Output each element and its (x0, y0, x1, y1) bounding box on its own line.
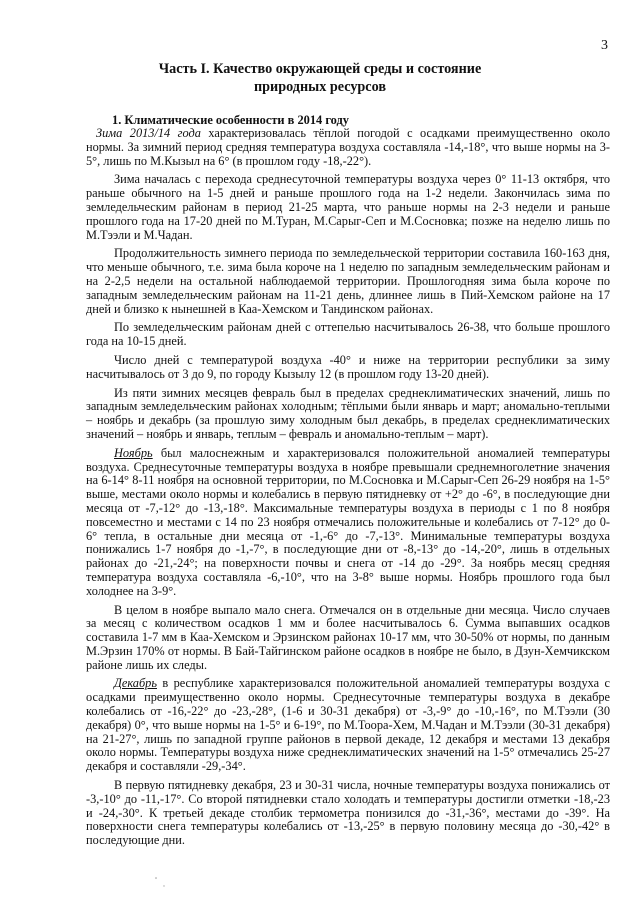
paragraph-winter-months: Из пяти зимних месяцев февраль был в пределах среднеклиматических значений, лишь по западным земледельческим районах холодным; тёплыми были январь и март; аномально-теплыми – ноябрь и декабрь (за прошлую зиму холодным был декабрь, в пределах среднеклиматических значений – ноябрь и январь, теплым – февраль и аномально-теплым – март). (86, 385, 610, 441)
paragraph-text: в республике характеризовался положительной аномалией температуры воздуха с осадками преимущественно около нормы. Среднесуточные температуры воздуха в декабре колебались от -16,-22° до -23,-28°, (1-6 и 30-31 декабря) от -3,-9° до -10,-16°, по М.Тээли (30 декабря) 0°, что выше нормы на 1-5° и 6-19°, по М.Тоора-Хем, М.Чадан и М.Тээли (30-31 декабря) на 21-27°, лишь по западной группе районов в первой декаде, 12 декабря и местами 13 декабря около нормы. Температуры воздуха ниже среднеклиматических значений на 1-5° отмечались 25-27 декабря и составляли -29,-34°. (86, 676, 610, 774)
page-title-line-2: природных ресурсов (253, 79, 387, 95)
paragraph-november-snow: В целом в ноябре выпало мало снега. Отмечался он в отдельные дни месяца. Число случаев за месяц с количеством осадков 1 мм и более насчитывалось 6. Сумма выпавших осадков составила 1-7 мм в Каа-Хемском и Эрзинском районах 10-17 мм, что 30-50% от нормы, по данным М.Эрзин 170% от нормы. В Бай-Тайгинском районе осадков в ноябре не было, в Дзун-Хемчикском районе лишь их следы. (86, 602, 610, 672)
paragraph-winter-duration: Продолжительность зимнего периода по земледельческой территории составила 160-163 дня, что меньше обычного, т.е. зима была короче на 1 неделю по западным земледельческим районам и на 2-2,5 недели на остальной наблюдаемой территории. Прошлогодняя зима была короче по западным земледельческим районам на 11-21 день, длиннее лишь в Пий-Хемском районе на 17 дней и близко к нынешней в Каа-Хемском и Тандинском районах. (86, 246, 610, 316)
body-text (86, 127, 610, 853)
paragraph-december-nights: В первую пятидневку декабря, 23 и 30-31 числа, ночные температуры воздуха понижались от -3,-10° до -11,-17°. Со второй пятидневки стало холодать и температуры достигли отметки -18,-23 и -24,-30°. К третьей декаде столбик термометра понизился до -31,-36°, местами до -39°. На поверхности снега температуры колебались от -13,-25° в первую половину месяца до -30,-42° в последующие дни. (86, 778, 610, 848)
paragraph-lead-november: Ноябрь (114, 445, 153, 460)
paragraph-november (86, 447, 610, 599)
paragraph-december (86, 677, 610, 774)
page-title-line-1: Часть I. Качество окружающей среды и состояние (158, 61, 482, 77)
paragraph-lead-december: Декабрь (114, 676, 157, 691)
paragraph-text: характеризовалась тёплой погодой с осадками преимущественно около нормы. За зимний период средняя температура воздуха составляла -14,-18°, что выше нормы на 3-5°, лишь по М.Кызыл на 6° (в прошлом году -18,-22°). (86, 126, 610, 168)
page-title (0, 60, 640, 96)
paragraph-frost-days: Число дней с температурой воздуха -40° и ниже на территории республики за зиму насчитывалось от 3 до 9, по городу Кызылу 12 (в прошлом году 13-20 дней). (86, 352, 610, 381)
paragraph-thaw-days: По земледельческим районам дней с оттепелью насчитывалось 26-38, что больше прошлого года на 10-15 дней. (86, 320, 610, 349)
paragraph-winter (86, 127, 610, 168)
paragraph-winter-start: Зима началась с перехода среднесуточной температуры воздуха через 0° 11-13 октября, что раньше обычного на 1-5 дней и раньше прошлого года на 1-2 недели. Закончилась зима по земледельческим районам в период 21-25 марта, что раньше нормы на 2-3 недели и раньше прошлого года на 17-20 дней по М.Туран, М.Сарыг-Сеп и М.Сосновка; позже на неделю лишь по М.Тээли и М.Чадан. (86, 172, 610, 242)
section-heading: 1. Климатические особенности в 2014 году (112, 113, 349, 127)
paragraph-lead-winter: Зима 2013/14 года (96, 126, 201, 140)
page-number: 3 (601, 38, 608, 53)
scan-specks (150, 872, 180, 892)
paragraph-text: был малоснежным и характеризовался положительной аномалией температуры воздуха. Среднесуточные температуры воздуха в ноябре превышали среднемноголетние значения на 6-14° 8-11 ноября на основной территории, по М.Сосновка и М.Сарыг-Сеп 26-29 ноября на 1-5° выше, местами около нормы и колебались в первую пятидневку от +2° до -6°, в последующие дни месяца от -7,-12° до -13,-18°. Максимальные температуры воздуха в периоды с 1 по 8 ноября повсеместно и местами с 14 по 23 ноября отмечались положительные и колебались от 7-12° до 0-6° тепла, в остальные дни месяца от -1,-6° до -7,-13°. Минимальные температуры воздуха понижались 1-7 ноября до -1,-7°, в последующие дни от -8,-13° до -14,-20°, лишь в отдельных районах до -21,-24°; на поверхности почвы и снега от -14 до -29°. За ноябрь месяц средняя температура воздуха составляла -6,-10°, что на 3-8° выше нормы. Ноябрь прошлого года был холоднее на 3-9°. (86, 445, 610, 598)
